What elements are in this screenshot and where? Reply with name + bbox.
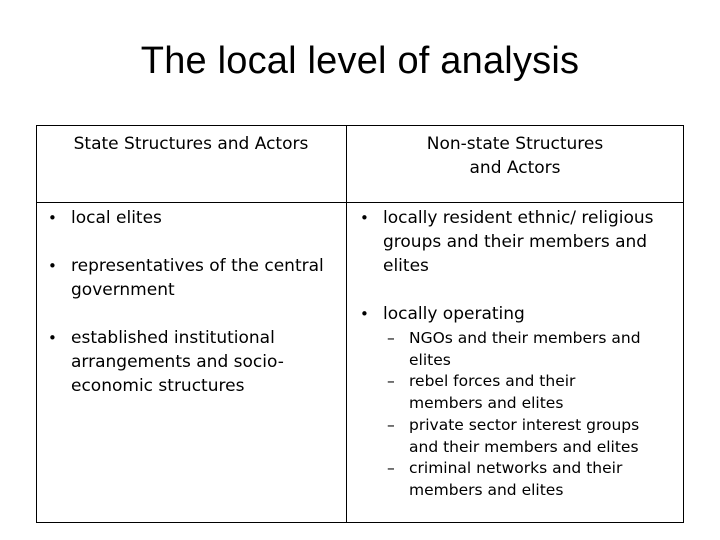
nonstate-header-line2: and Actors [469,158,561,178]
list-item [353,302,679,502]
state-column [41,206,341,398]
bullet-icon: • [48,329,57,347]
sub-list-item-text: private sector interest groups and their members and elites [409,415,640,456]
comparison-table [36,125,684,523]
bullet-icon: • [360,209,369,227]
sub-list-item [353,415,659,458]
dash-icon: – [387,329,395,347]
bullet-icon: • [48,209,57,227]
list-item [41,326,361,398]
nonstate-column-header [357,132,673,180]
list-item-text: local elites [71,208,162,228]
header-divider [37,202,683,203]
nonstate-header-line1: Non-state Structures [426,134,604,154]
bullet-icon: • [360,305,369,323]
list-item-text: locally resident ethnic/ religious groups and their members and elites [383,208,654,276]
list-item [41,254,336,302]
sub-list-item [353,371,589,414]
sub-list-item [353,458,679,501]
dash-icon: – [387,415,395,434]
sub-list-item-text: NGOs and their members and elites [409,329,641,369]
sub-list-item [353,328,649,371]
dash-icon: – [387,372,395,391]
nonstate-column [353,206,679,502]
list-item [353,206,683,278]
slide-title: The local level of analysis [140,40,580,82]
list-item [41,206,271,230]
list-item-text: representatives of the central government [71,256,324,300]
sub-list-item-text: rebel forces and their members and elites [409,372,576,413]
list-item-text: established institutional arrangements and socio-economic structures [71,328,284,396]
dash-icon: – [387,459,395,478]
sub-list-item-text: criminal networks and their members and elites [409,459,623,499]
list-item-text: locally operating [383,304,525,324]
column-divider [346,126,347,522]
state-column-header: State Structures and Actors [73,134,309,154]
bullet-icon: • [48,257,57,275]
